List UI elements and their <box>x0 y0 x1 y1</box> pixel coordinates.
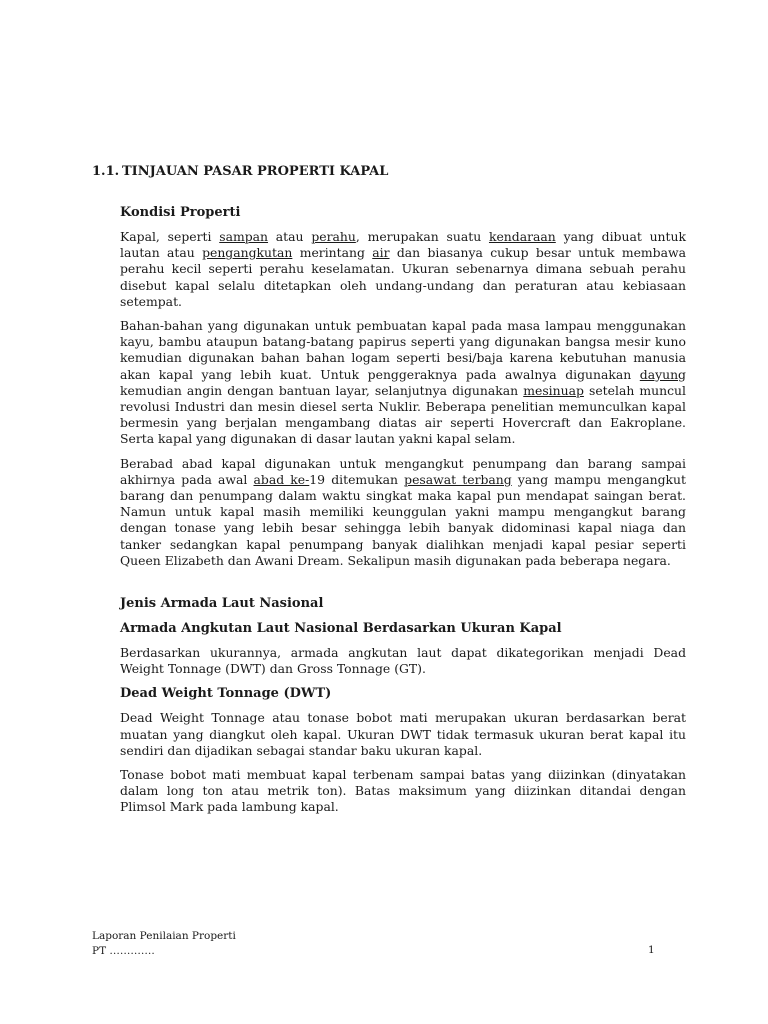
link-perahu[interactable]: perahu <box>311 229 356 244</box>
text-run: 19 ditemukan <box>309 471 405 487</box>
jenis-paragraph-1: Berdasarkan ukurannya, armada angkutan laut dapat dikategorikan menjadi Dead Weight Tonnage (DWT) dan Gross Tonnage (GT). <box>120 645 686 677</box>
kondisi-heading: Kondisi Properti <box>120 205 241 220</box>
link-pengangkutan[interactable]: pengangkutan <box>202 245 293 261</box>
section-number: 1.1. <box>92 164 120 179</box>
text-run: yang mampu mengangkut barang dan penumpang dalam waktu singkat maka kapal pun mendapat saingan berat. Namun untuk kapal masih memiliki keunggulan yakni mampu mengangkut barang dengan tonase yang lebih besar sehingga lebih banyak didominasi kapal niaga dan tanker sedangkan kapal penumpang banyak dialihkan menjadi kapal pesiar seperti Queen Elizabeth dan Awani Dream. Sekalipun masih digunakan pada beberapa negara. <box>120 471 686 568</box>
text-run: setelah muncul revolusi Industri dan mesin diesel serta Nuklir. Beberapa penelitian memunculkan kapal bermesin yang berjalan mengambang diatas air seperti Hovercraft dan Eakroplane. Serta kapal yang digunakan di dasar lautan yakni kapal selam. <box>120 382 686 447</box>
text-run: Kapal, seperti <box>120 229 220 244</box>
dwt-heading: Dead Weight Tonnage (DWT) <box>120 686 332 702</box>
dwt-paragraph-2: Tonase bobot mati membuat kapal terbenam sampai batas yang diizinkan (dinyatakan dalam long ton atau metrik ton). Batas maksimum yang diizinkan ditandai dengan Plimsol Mark pada lambung kapal. <box>120 767 686 815</box>
link-pesawat-terbang[interactable]: pesawat terbang <box>404 471 512 487</box>
text-run: merintang <box>292 245 373 261</box>
armada-subheading: Armada Angkutan Laut Nasional Berdasarkan Ukuran Kapal <box>120 621 562 637</box>
jenis-heading: Jenis Armada Laut Nasional <box>120 596 324 612</box>
section-spacer <box>120 577 686 595</box>
footer-report-title: Laporan Penilaian Properti <box>92 930 236 942</box>
section-heading <box>92 164 388 179</box>
kondisi-paragraph-2 <box>120 318 686 448</box>
link-kendaraan[interactable]: kendaraan <box>488 229 556 244</box>
text-run: yang dibuat untuk lautan atau <box>120 229 687 261</box>
link-abad-ke[interactable]: abad ke- <box>253 471 310 487</box>
page-number: 1 <box>648 944 655 956</box>
link-dayung[interactable]: dayung <box>639 366 686 382</box>
kondisi-paragraph-3 <box>120 456 686 569</box>
text-run: atau <box>268 229 312 244</box>
footer-company: PT …………. <box>92 945 155 957</box>
link-mesinuap[interactable]: mesinuap <box>523 382 584 398</box>
text-run: Bahan-bahan yang digunakan untuk pembuatan kapal pada masa lampau menggunakan kayu, bambu ataupun batang-batang papirus seperti yang digunakan bangsa mesir kuno kemudian digunakan bahan bahan logam seperti besi/baja karena kebutuhan manusia akan kapal yang lebih kuat. Untuk penggeraknya pada awalnya digunakan <box>120 318 686 382</box>
text-run: dan biasanya cukup besar untuk membawa perahu kecil seperti perahu keselamatan. Ukuran sebenarnya dimana sebuah perahu disebut kapal selalu ditetapkan oleh undang-undang dan peraturan atau kebiasaan setempat. <box>120 245 686 309</box>
document-body <box>120 204 686 824</box>
section-title: TINJAUAN PASAR PROPERTI KAPAL <box>122 164 389 179</box>
footer <box>92 929 236 959</box>
text-run: kemudian angin dengan bantuan layar, selanjutnya digunakan <box>120 382 524 398</box>
link-sampan[interactable]: sampan <box>219 229 269 244</box>
kondisi-paragraph-1 <box>120 229 686 310</box>
text-run: Berabad abad kapal digunakan untuk mengangkut penumpang dan barang sampai akhirnya pada awal <box>120 455 686 487</box>
link-air[interactable]: air <box>372 245 390 261</box>
text-run: , merupakan suatu <box>355 229 489 244</box>
dwt-paragraph-1: Dead Weight Tonnage atau tonase bobot mati merupakan ukuran berdasarkan berat muatan yang diangkut oleh kapal. Ukuran DWT tidak termasuk ukuran berat kapal itu sendiri dan dijadikan sebagai standar baku ukuran kapal. <box>120 710 686 758</box>
